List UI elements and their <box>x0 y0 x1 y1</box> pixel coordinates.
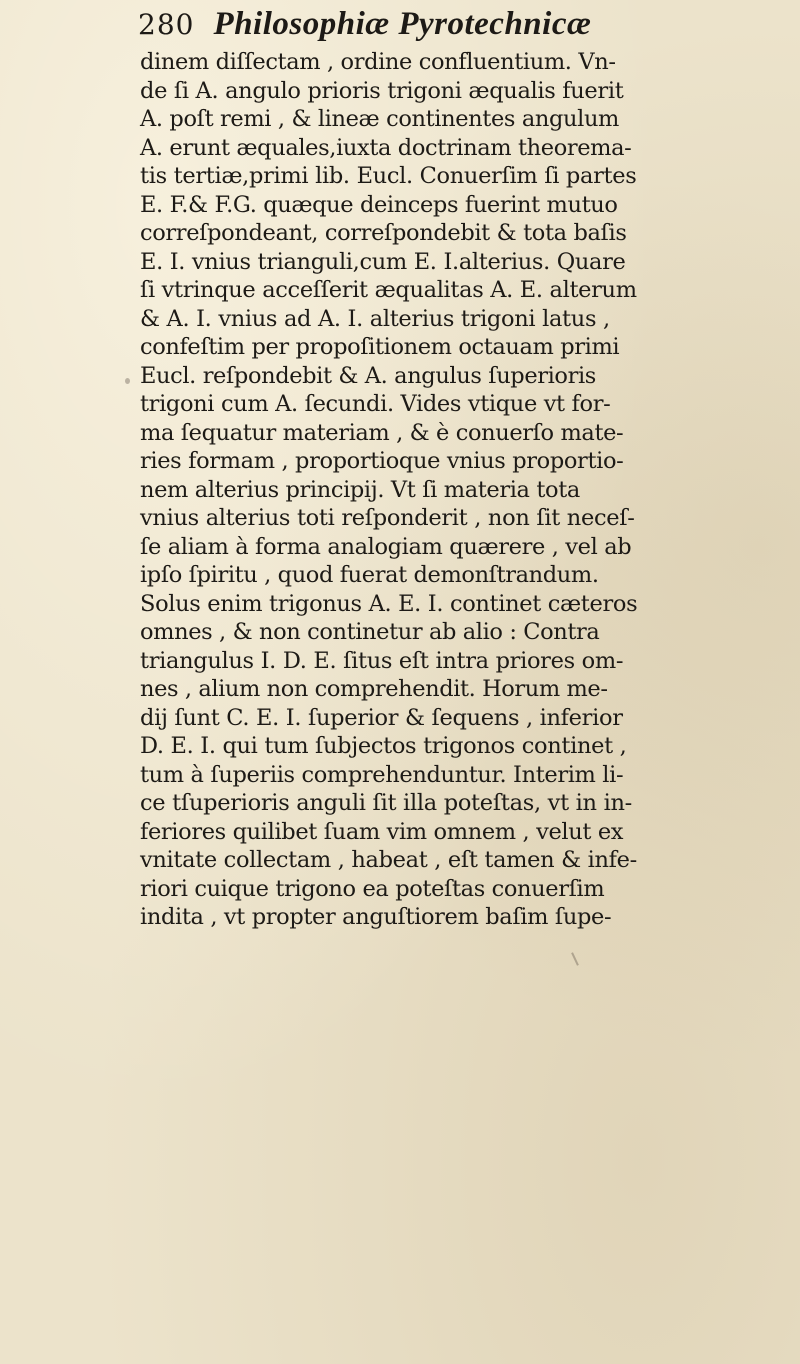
text-line: ce tſuperioris anguli ſit illa poteſtas, vt in in- <box>140 790 632 816</box>
text-line: triangulus I. D. E. ſitus eſt intra priores om- <box>140 647 624 674</box>
text-line: ma ſequatur materiam , & è conuerſo mate- <box>140 419 624 446</box>
text-line: A. erunt æquales,iuxta doctrinam theorema- <box>140 134 632 161</box>
text-line: ſe aliam à forma analogiam quærere , vel ab <box>140 533 632 560</box>
body-text <box>140 48 800 932</box>
paper-blemish <box>571 952 579 966</box>
running-title: Philosophiæ Pyrotechnicæ <box>213 6 592 42</box>
text-line: ſi vtrinque acceſſerit æqualitas A. E. alterum <box>140 277 637 303</box>
text-line: E. I. vnius trianguli,cum E. I.alterius. Quare <box>140 248 626 275</box>
page-header <box>138 6 778 52</box>
text-line: confeſtim per propoſitionem octauam primi <box>140 334 620 360</box>
text-line: indita , vt propter anguſtiorem baſim ſupe- <box>140 904 612 930</box>
text-line: D. E. I. qui tum ſubjectos trigonos continet , <box>140 733 627 759</box>
text-line: vnitate collectam , habeat , eſt tamen & infe- <box>140 847 637 873</box>
text-line: nem alterius principij. Vt ſi materia tota <box>140 476 580 503</box>
text-line: A. poſt remi , & lineæ continentes angulum <box>140 106 620 132</box>
text-line: omnes , & non continetur ab alio : Contra <box>140 619 600 645</box>
text-line: ipſo ſpiritu , quod fuerat demonſtrandum. <box>140 562 599 588</box>
text-line: vnius alterius toti reſponderit , non ſit neceſ- <box>140 505 635 531</box>
text-line: trigoni cum A. ſecundi. Vides vtique vt for- <box>140 391 611 417</box>
text-line: tum à ſuperiis comprehenduntur. Interim li- <box>140 761 624 788</box>
paper-blemish <box>125 378 130 384</box>
text-line: nes , alium non comprehendit. Horum me- <box>140 676 608 702</box>
text-line: Eucl. reſpondebit & A. angulus ſuperioris <box>140 362 596 389</box>
text-line: riori cuique trigono ea poteſtas conuerſim <box>140 875 605 902</box>
text-line: dij ſunt C. E. I. ſuperior & ſequens , inferior <box>140 704 623 731</box>
text-line: E. F.& F.G. quæque deinceps fuerint mutuo <box>140 191 618 218</box>
text-line: de ſi A. angulo prioris trigoni æqualis fuerit <box>140 77 624 104</box>
page-number: 280 <box>138 8 195 41</box>
text-line: dinem diſſectam , ordine confluentium. Vn- <box>140 49 616 75</box>
text-line: & A. I. vnius ad A. I. alterius trigoni latus , <box>140 305 610 332</box>
text-line: correſpondeant, correſpondebit & tota baſis <box>140 220 627 246</box>
text-line: tis tertiæ,primi lib. Eucl. Conuerſim ſi partes <box>140 163 637 189</box>
text-line: feriores quilibet ſuam vim omnem , velut ex <box>140 818 624 845</box>
text-line: Solus enim trigonus A. E. I. continet cæteros <box>140 590 638 617</box>
text-line: ries formam , proportioque vnius proportio- <box>140 448 624 474</box>
